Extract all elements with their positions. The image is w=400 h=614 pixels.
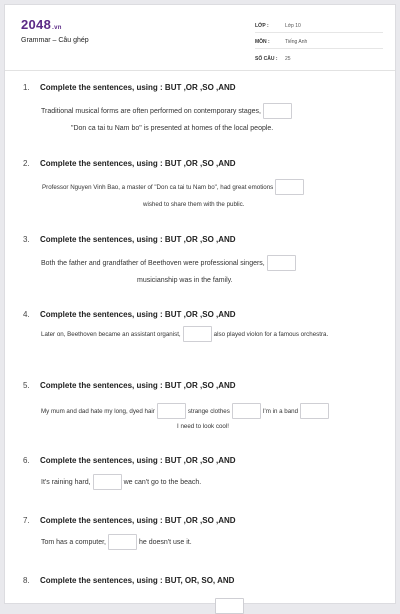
answer-blank[interactable] [215,598,244,614]
question-7 [5,514,397,546]
answer-blank[interactable] [183,326,212,342]
question-prompt: Complete the sentences, using : BUT ,OR ,SO ,AND [40,82,236,92]
question-number: 4. [23,309,30,319]
sentence-part: Both the father and grandfather of Beethoven were professional singers, [41,259,265,267]
meta-class-row [255,17,383,33]
sentence-part: we can't go to the beach. [123,478,202,486]
meta-class-label: LỚP : [255,23,269,29]
question-number: 7. [23,515,30,525]
question-prompt: Complete the sentences, using : BUT ,OR ,SO ,AND [40,234,236,244]
sentence-part: strange clothes [187,407,230,415]
question-number: 8. [23,575,30,585]
meta-subject-label: MÔN : [255,39,270,45]
sentence-part: I need to look cool! [177,423,229,430]
answer-blank[interactable] [157,403,186,419]
meta-count-label: SỐ CÂU : [255,56,278,62]
answer-blank[interactable] [300,403,329,419]
answer-blank[interactable] [232,403,261,419]
sentence-part: also played violon for a famous orchestra. [213,330,329,338]
question-4 [5,308,397,338]
meta-subject-value: Tiếng Anh [285,39,308,45]
question-prompt: Complete the sentences, using : BUT ,OR ,SO ,AND [40,515,236,525]
meta-count-value: 25 [285,56,291,62]
answer-blank[interactable] [275,179,304,195]
worksheet-header [5,5,395,71]
answer-blank[interactable] [267,255,296,271]
sentence-part: wished to share them with the public. [143,201,245,208]
answer-blank[interactable] [93,474,122,490]
question-number: 3. [23,234,30,244]
question-prompt: Complete the sentences, using : BUT, OR, SO, AND [40,575,235,585]
question-prompt: Complete the sentences, using : BUT ,OR ,SO ,AND [40,380,236,390]
question-number: 1. [23,82,30,92]
question-8 [5,574,397,586]
answer-blank[interactable] [263,103,292,119]
question-2 [5,157,397,208]
sentence-part: "Don ca tai tu Nam bo" is presented at homes of the local people. [71,125,274,132]
question-6 [5,454,397,486]
question-1 [5,81,397,132]
sentence-part: Later on, Beethoven became an assistant organist, [41,330,181,338]
question-number: 2. [23,158,30,168]
question-3 [5,233,397,284]
question-prompt: Complete the sentences, using : BUT ,OR ,SO ,AND [40,309,236,319]
worksheet-subject: Grammar – Câu ghép [21,37,89,44]
worksheet-meta [255,17,383,65]
question-5 [5,379,397,430]
sentence-part: Tom has a computer, [41,538,106,546]
question-number: 5. [23,380,30,390]
meta-class-value: Lớp 10 [285,23,301,29]
question-prompt: Complete the sentences, using : BUT ,OR ,SO ,AND [40,158,236,168]
meta-count-row [255,49,383,65]
question-prompt: Complete the sentences, using : BUT ,OR ,SO ,AND [40,455,236,465]
sentence-part: My mum and dad hate my long, dyed hair [41,407,155,415]
sentence-part: I'm in a band [262,407,299,415]
site-logo[interactable]: 2048.vn [21,17,62,32]
worksheet [4,4,396,604]
sentence-part: musicianship was in the family. [137,277,233,284]
meta-subject-row [255,33,383,49]
sentence-part: Professor Nguyen Vinh Bao, a master of "Don ca tai tu Nam bo", had great emotions [42,183,274,191]
sentence-part: he doesn't use it. [138,538,192,546]
answer-blank[interactable] [108,534,137,550]
sentence-part: It's raining hard, [41,478,91,486]
question-number: 6. [23,455,30,465]
sentence-part: Traditional musical forms are often performed on contemporary stages, [41,107,261,115]
